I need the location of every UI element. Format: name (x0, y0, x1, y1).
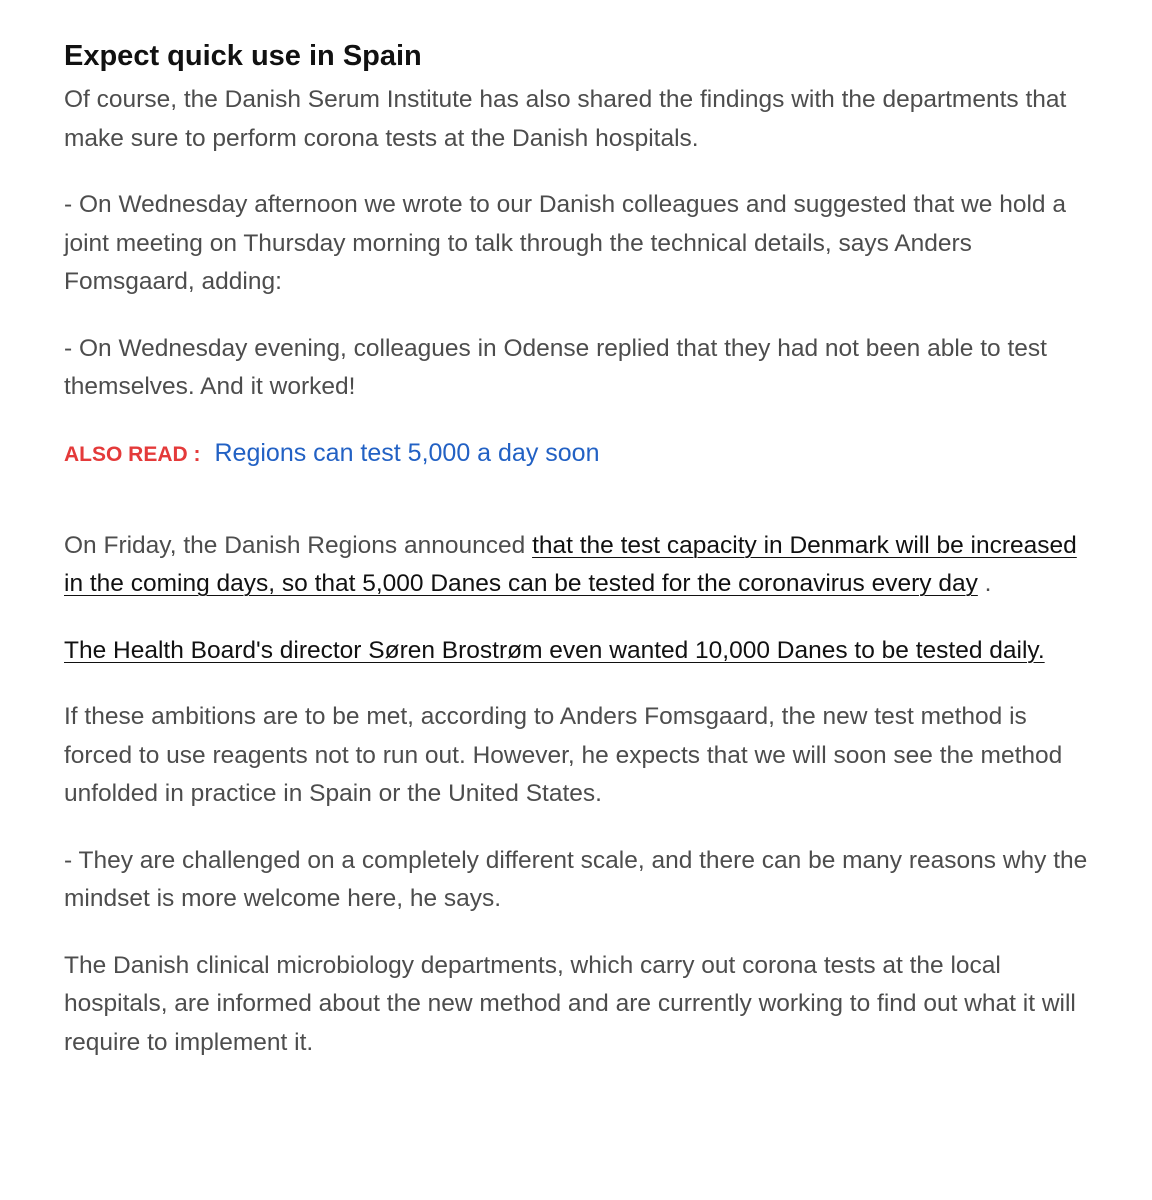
also-read-link[interactable]: Regions can test 5,000 a day soon (214, 438, 600, 467)
paragraph-4-lead: On Friday, the Danish Regions announced (64, 531, 533, 559)
article (64, 36, 1094, 1090)
paragraph-2: - On Wednesday afternoon we wrote to our Danish colleagues and suggested that we hold a joint meeting on Thursday morning to talk through the technical details, says Anders Fomsgaard, adding: (64, 191, 1066, 295)
paragraph-8: The Danish clinical microbiology departments, which carry out corona tests at the local hospitals, are informed about the new method and are currently working to find out what it will require to implement it. (64, 951, 1076, 1056)
test-capacity-link[interactable]: that the test capacity in Denmark will be increased in the coming days, so that 5,000 Danes can be tested for the coronavirus every day (64, 531, 1077, 597)
also-read-label: ALSO READ : (64, 442, 201, 466)
paragraph-5 (64, 632, 1094, 671)
paragraph-4 (64, 527, 1094, 604)
paragraph-7: - They are challenged on a completely different scale, and there can be many reasons why the mindset is more welcome here, he says. (64, 846, 1088, 912)
section-heading: Expect quick use in Spain (64, 40, 422, 72)
paragraph-1: Of course, the Danish Serum Institute has also shared the findings with the departments that make sure to perform corona tests at the Danish hospitals. (64, 86, 1067, 152)
paragraph-3: - On Wednesday evening, colleagues in Odense replied that they had not been able to test themselves. And it worked! (64, 334, 1047, 400)
health-board-link[interactable]: The Health Board's director Søren Brostrøm even wanted 10,000 Danes to be tested daily. (64, 636, 1045, 664)
paragraph-4-tail: . (977, 570, 992, 597)
paragraph-6: If these ambitions are to be met, according to Anders Fomsgaard, the new test method is forced to use reagents not to run out. However, he expects that we will soon see the method unfolded in practice in Spain or the United States. (64, 703, 1063, 807)
also-read-box (64, 435, 1094, 473)
